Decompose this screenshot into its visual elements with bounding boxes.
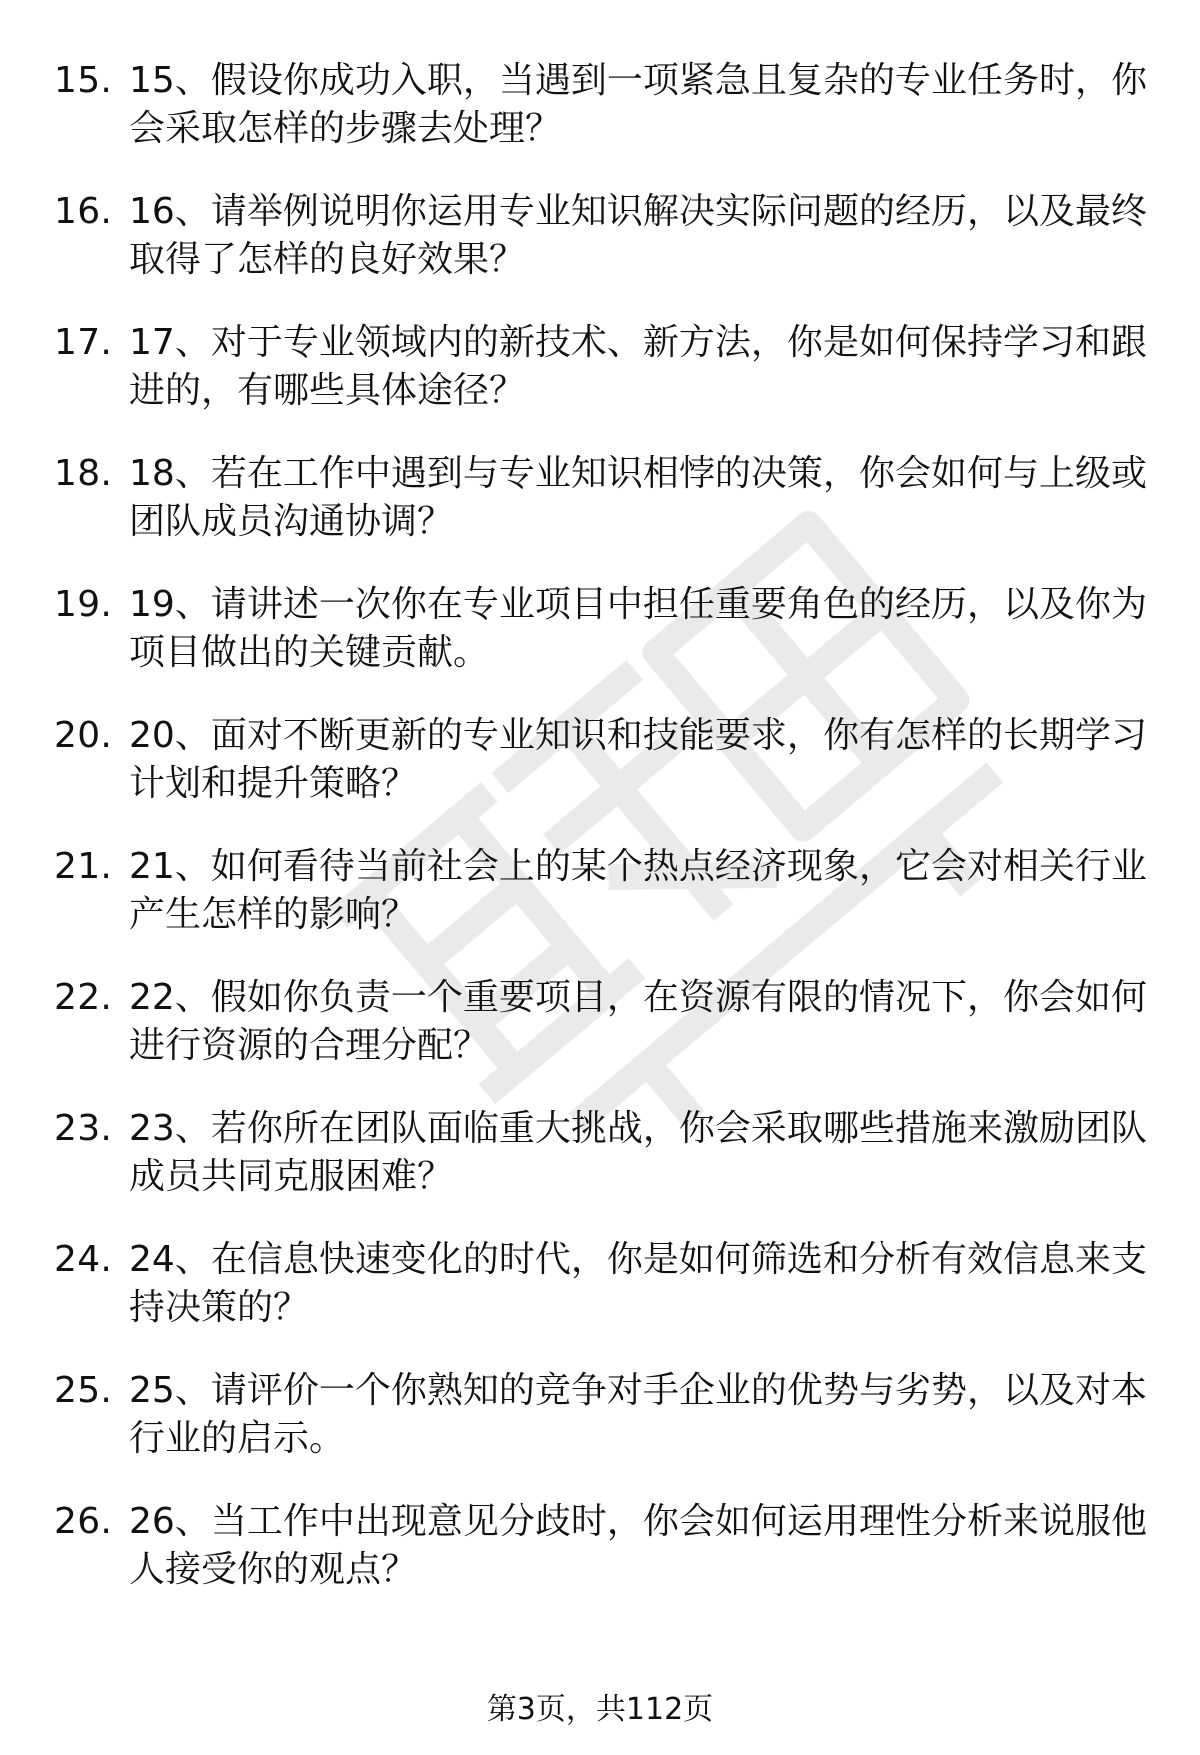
question-number: 19. xyxy=(54,584,113,625)
question-item xyxy=(0,712,1200,843)
question-text: 24、在信息快速变化的时代，你是如何筛选和分析有效信息来支持决策的？ xyxy=(129,1239,1147,1328)
question-item xyxy=(0,581,1200,712)
question-text: 21、如何看待当前社会上的某个热点经济现象，它会对相关行业产生怎样的影响？ xyxy=(129,846,1147,935)
question-item xyxy=(0,319,1200,450)
question-number: 25. xyxy=(54,1370,113,1411)
question-text: 16、请举例说明你运用专业知识解决实际问题的经历，以及最终取得了怎样的良好效果？ xyxy=(129,191,1147,280)
question-item xyxy=(0,1236,1200,1367)
question-item xyxy=(0,1105,1200,1236)
question-number: 17. xyxy=(54,322,113,363)
question-number: 20. xyxy=(54,715,113,756)
question-number: 22. xyxy=(54,977,113,1018)
question-number: 23. xyxy=(54,1108,113,1149)
question-text: 19、请讲述一次你在专业项目中担任重要角色的经历，以及你为项目做出的关键贡献。 xyxy=(129,584,1147,673)
question-text: 17、对于专业领域内的新技术、新方法，你是如何保持学习和跟进的，有哪些具体途径？ xyxy=(129,322,1147,411)
question-text: 18、若在工作中遇到与专业知识相悖的决策，你会如何与上级或团队成员沟通协调？ xyxy=(129,453,1147,542)
question-text: 15、假设你成功入职，当遇到一项紧急且复杂的专业任务时，你会采取怎样的步骤去处理？ xyxy=(129,60,1147,149)
question-number: 16. xyxy=(54,191,113,232)
question-number: 21. xyxy=(54,846,113,887)
question-item xyxy=(0,1498,1200,1629)
question-text: 25、请评价一个你熟知的竞争对手企业的优势与劣势，以及对本行业的启示。 xyxy=(129,1370,1147,1459)
question-number: 24. xyxy=(54,1239,113,1280)
question-item xyxy=(0,450,1200,581)
question-text: 23、若你所在团队面临重大挑战，你会采取哪些措施来激励团队成员共同克服困难？ xyxy=(129,1108,1147,1197)
question-item xyxy=(0,843,1200,974)
question-text: 20、面对不断更新的专业知识和技能要求，你有怎样的长期学习计划和提升策略？ xyxy=(129,715,1147,804)
question-item xyxy=(0,974,1200,1105)
question-item xyxy=(0,188,1200,319)
page-number-label: 第3页，共112页 xyxy=(486,1692,714,1727)
question-number: 26. xyxy=(54,1501,113,1542)
page-footer xyxy=(0,1690,1200,1730)
question-item xyxy=(0,57,1200,188)
question-text: 22、假如你负责一个重要项目，在资源有限的情况下，你会如何进行资源的合理分配？ xyxy=(129,977,1147,1066)
question-number: 15. xyxy=(54,60,113,101)
question-number: 18. xyxy=(54,453,113,494)
question-text: 26、当工作中出现意见分歧时，你会如何运用理性分析来说服他人接受你的观点？ xyxy=(129,1501,1147,1590)
question-item xyxy=(0,1367,1200,1498)
question-list xyxy=(0,57,1200,1629)
